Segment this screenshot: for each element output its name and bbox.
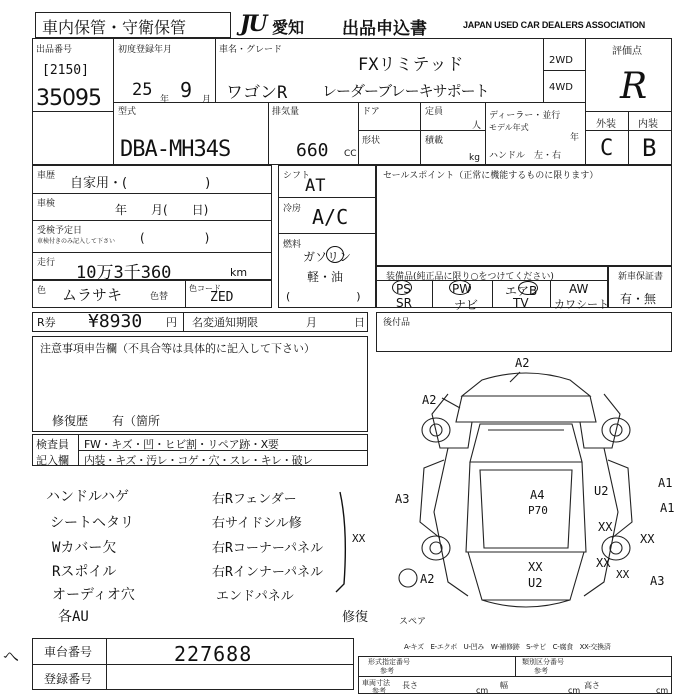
displacement-label: 排気量	[272, 107, 300, 117]
note-right-1: 右Rフェンダー	[212, 492, 297, 507]
exterior-label: 外装	[596, 119, 616, 130]
shape-label: 形状	[362, 136, 381, 146]
note-right-6: 修復	[342, 610, 369, 625]
equipment-ps: PS	[396, 282, 411, 296]
note-left-1: ハンドルハゲ	[46, 489, 130, 505]
displacement-unit: CC	[344, 149, 357, 159]
note-left-2: シートヘタリ	[50, 515, 134, 531]
fuel-other: ( )	[286, 290, 361, 303]
sheet-title: 出品申込書	[342, 19, 427, 39]
dealer-label: ディーラー・並行	[489, 111, 561, 121]
displacement: 660	[296, 140, 329, 161]
plate-label: 登録番号	[44, 672, 93, 686]
equipment-label: 装備品(純正品に限り○をつけてください)	[386, 272, 554, 282]
lot-number: 35095	[36, 86, 101, 111]
grade-line1: FXリミテッド	[358, 55, 464, 75]
storage-tag: 車内保管・守衛保管	[42, 18, 187, 37]
repair-label: 修復歴	[52, 414, 89, 428]
rating-label: 評価点	[612, 46, 642, 57]
fuel-light-oil: 軽・油	[307, 270, 344, 284]
note-left-4: Rスポイル	[52, 564, 117, 580]
drive-2wd: 2WD	[549, 55, 573, 66]
mark-xx-right3: XX	[596, 556, 611, 570]
spare-label: スペア	[399, 617, 427, 627]
mark-xx-center: XX	[528, 560, 543, 574]
notes-header: 注意事項申告欄（不具合等は具体的に記入して下さい）	[40, 342, 315, 355]
ac-value: A/C	[312, 205, 349, 229]
mark-xx-right2: XX	[640, 532, 655, 546]
category-label: 類別区分番号	[522, 658, 564, 666]
mileage-label: 走行	[37, 258, 56, 268]
model-name: ワゴンR	[226, 83, 288, 103]
height-unit: cm	[656, 686, 669, 695]
color-code-label: 色コード	[189, 284, 221, 293]
mark-p70: P70	[528, 504, 548, 517]
handle-label: ハンドル 左・右	[489, 151, 562, 161]
color-code: ZED	[210, 290, 234, 305]
interior-grade: B	[642, 134, 657, 162]
received-value: ( )	[140, 231, 210, 245]
grade-line2: レーダーブレーキサポート	[322, 82, 489, 100]
note-bracket-xx: XX	[352, 532, 366, 545]
load-label: 積載	[425, 136, 444, 146]
org-name: 愛知	[272, 18, 305, 37]
recycle-label: R券	[37, 316, 56, 329]
color-label: 色	[37, 286, 47, 296]
stray-mark: へ	[3, 647, 20, 666]
mark-u2-center: U2	[528, 576, 543, 590]
mileage-unit: km	[230, 266, 248, 279]
exterior-grade: C	[600, 136, 614, 161]
note-left-5: オーディオ穴	[52, 587, 135, 603]
equipment-power-seat: カワシート	[554, 298, 609, 311]
note-right-3: 右Rコーナーパネル	[212, 541, 324, 556]
height-label: 高さ	[584, 681, 600, 690]
after-parts-label: 後付品	[383, 318, 411, 328]
note-right-5: エンドパネル	[216, 589, 294, 604]
mark-a2-top: A2	[515, 356, 530, 370]
color-value: ムラサキ	[62, 286, 123, 304]
width-label: 幅	[500, 681, 508, 690]
chassis-number: 227688	[174, 642, 253, 666]
inspection-value: 年 月( 日)	[115, 203, 209, 217]
mark-a3-right: A3	[650, 574, 665, 588]
damage-legend: A-キズ E-エクボ U-凹み W-補修跡 S-サビ C-腐食 XX-交換済	[404, 643, 611, 651]
mark-xx-right1: XX	[598, 520, 613, 534]
model-year-label: モデル年式	[489, 123, 529, 132]
ps-circle	[392, 280, 412, 295]
entry-label: 記入欄	[36, 454, 69, 467]
registration-month: 9	[180, 78, 193, 102]
note-left-6: 各AU	[58, 609, 89, 625]
mark-u2-right: U2	[594, 484, 609, 498]
capacity-unit: 人	[472, 121, 482, 131]
drive-4wd: 4WD	[549, 82, 573, 93]
mark-a2-left: A2	[422, 393, 437, 407]
type-number-ref: 参考	[380, 667, 394, 675]
history-value: 自家用・( )	[70, 176, 211, 191]
airbag-circle	[518, 281, 538, 295]
mileage-value: 10万3千360	[76, 263, 172, 283]
mark-a1-right-top: A1	[658, 476, 673, 490]
mark-a3-left: A3	[395, 492, 410, 506]
warranty-value: 有・無	[620, 292, 657, 306]
equipment-navi: ナビ	[454, 298, 479, 312]
inspector-row2: 内装・キズ・汚レ・コゲ・穴・スレ・キレ・破レ	[84, 454, 313, 467]
warranty-label: 新車保証書	[618, 272, 664, 282]
recycle-value: ¥8930	[88, 311, 143, 332]
ju-logo: JU	[240, 11, 266, 37]
mark-a1-right: A1	[660, 501, 675, 515]
width-unit: cm	[568, 686, 581, 695]
length-label: 長さ	[402, 681, 418, 690]
name-change-month: 月	[306, 316, 317, 329]
association-name: JAPAN USED CAR DEALERS ASSOCIATION	[463, 20, 646, 30]
load-unit: kg	[469, 153, 480, 163]
equipment-airbag: エアB	[505, 284, 538, 298]
name-change-day: 日	[354, 316, 365, 329]
color-change-label: 色替	[150, 292, 169, 302]
ac-label: 冷房	[283, 204, 302, 214]
chassis-label: 車台番号	[44, 645, 93, 659]
mark-a4: A4	[530, 488, 545, 502]
lot-sub-number: [2150]	[42, 63, 89, 78]
lot-number-label: 出品番号	[36, 45, 73, 55]
inspection-label: 車検	[37, 199, 56, 209]
gasoline-circle	[326, 246, 344, 263]
registration-year-unit: 年	[160, 95, 170, 105]
equipment-pw: PW	[452, 282, 472, 296]
note-right-2: 右サイドシル修	[212, 516, 302, 531]
model-type: DBA-MH34S	[120, 137, 231, 162]
note-left-3: Wカバー欠	[52, 540, 117, 556]
shift-label: シフト	[283, 171, 311, 181]
rating-score: R	[620, 66, 648, 107]
length-unit: cm	[476, 686, 489, 695]
model-type-label: 型式	[118, 107, 137, 117]
type-number-label: 形式指定番号	[368, 658, 410, 666]
model-year-unit: 年	[570, 133, 580, 143]
capacity-label: 定員	[425, 107, 444, 117]
pw-circle	[449, 280, 471, 295]
note-right-4: 右Rインナーパネル	[212, 565, 324, 580]
doors-label: ドア	[362, 107, 380, 117]
model-name-label: 車名・グレード	[219, 45, 283, 55]
dimensions-ref: 参考	[372, 687, 386, 695]
inspector-label: 検査員	[36, 438, 69, 451]
equipment-sr: SR	[396, 296, 412, 310]
received-note: 車検付きのみ記入して下さい	[37, 238, 116, 245]
received-label: 受検予定日	[37, 226, 83, 236]
equipment-aw: AW	[569, 282, 589, 296]
fuel-label: 燃料	[283, 240, 302, 250]
first-registration-label: 初度登録年月	[118, 45, 173, 55]
category-ref: 参考	[534, 667, 548, 675]
equipment-tv: TV	[513, 296, 529, 310]
recycle-unit: 円	[166, 316, 177, 329]
mark-a2-lower: A2	[420, 572, 435, 586]
inspector-row1: FW・キズ・凹・ヒビ割・リペア跡・X要	[84, 438, 279, 451]
fuel-gasoline: ガソリン	[303, 250, 352, 264]
name-change-label: 名変通知期限	[192, 316, 258, 329]
dimensions-label: 車両寸法	[362, 679, 390, 687]
registration-year: 25	[132, 80, 153, 100]
mark-xx-right4: XX	[616, 568, 630, 581]
sales-points-label: セールスポイント（正常に機能するものに限ります）	[383, 171, 599, 181]
history-label: 車歴	[37, 171, 56, 181]
after-parts-block	[376, 312, 672, 352]
registration-month-unit: 月	[202, 95, 212, 105]
interior-label: 内装	[638, 119, 658, 130]
repair-value: 有（箇所	[112, 414, 161, 428]
shift-value: AT	[305, 176, 326, 196]
